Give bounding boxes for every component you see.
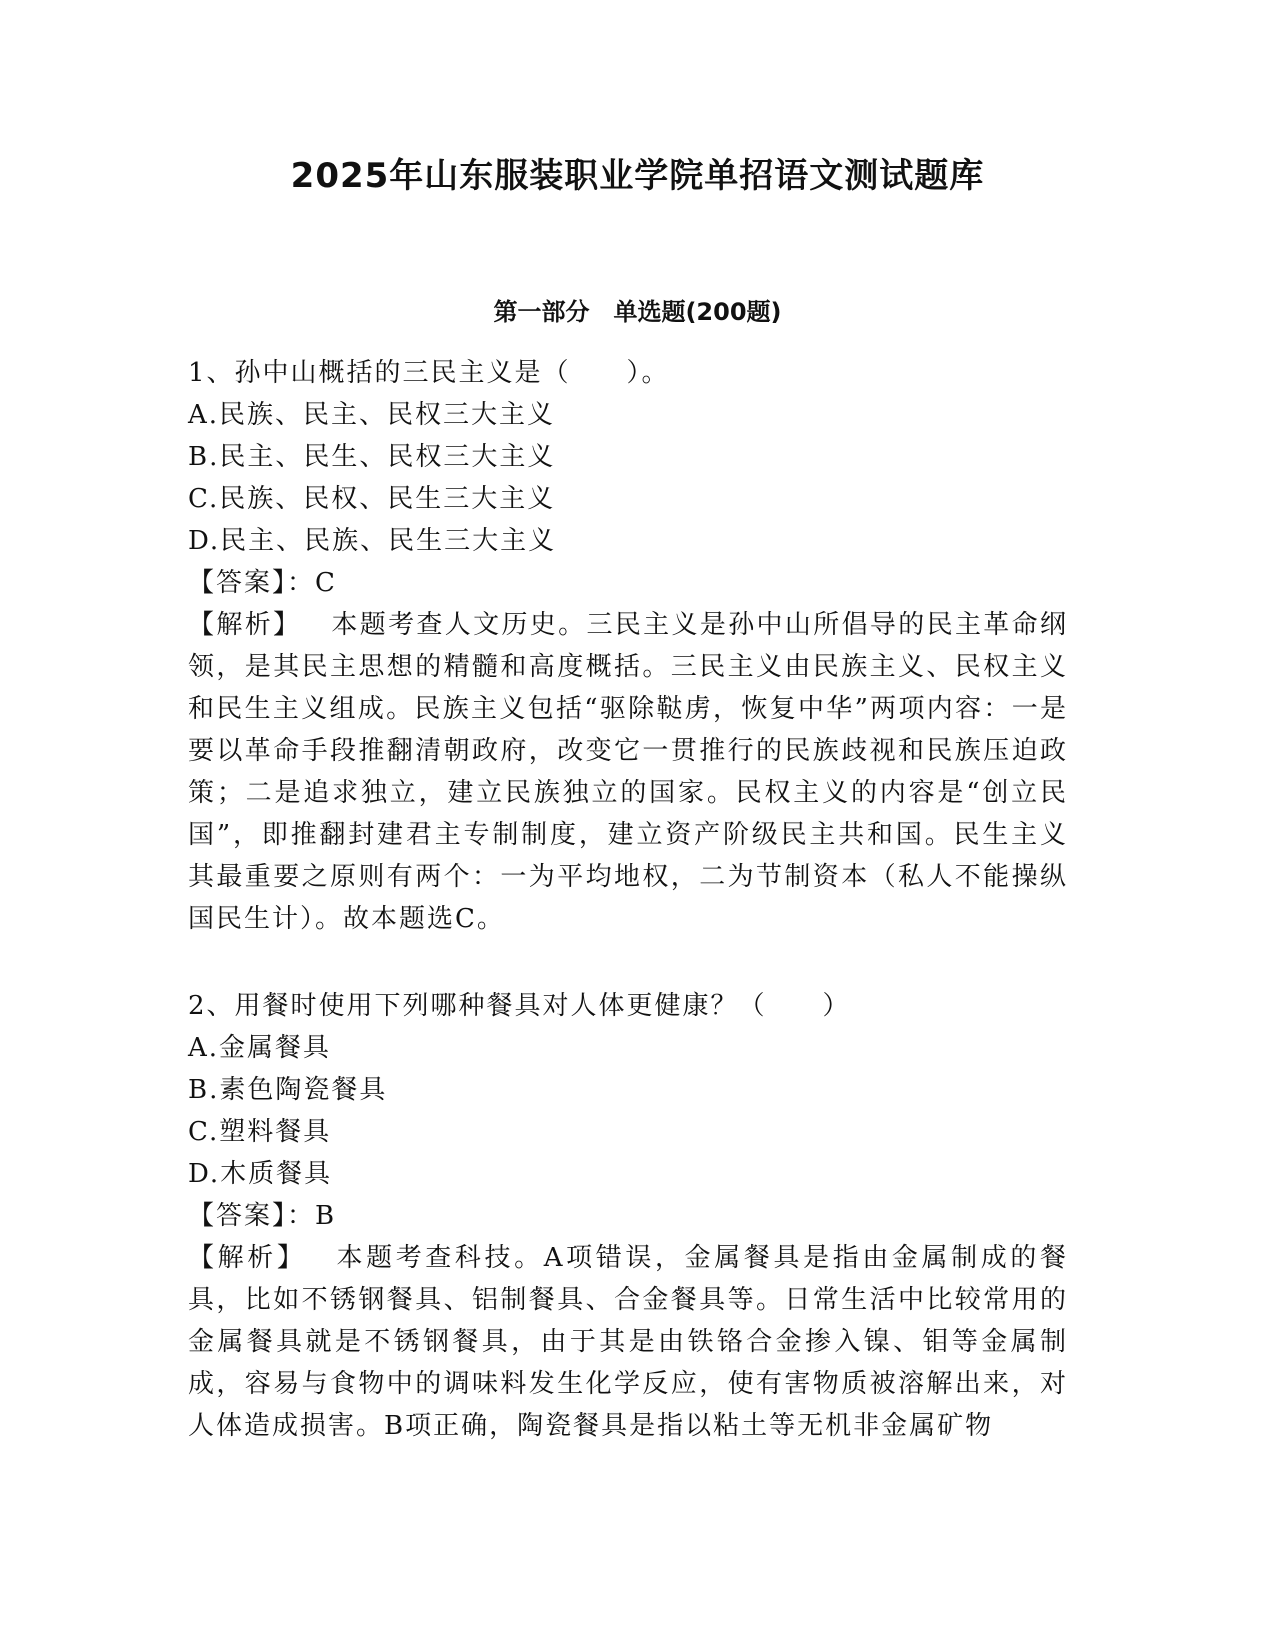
option-c: C.民族、民权、民生三大主义	[188, 484, 556, 514]
answer-line: 【答案】：B	[188, 1201, 337, 1231]
option-c: C.塑料餐具	[188, 1117, 332, 1147]
analysis-paragraph	[188, 1237, 1068, 1447]
section-title: 第一部分 单选题(200题)	[493, 298, 782, 326]
option-b: B.素色陶瓷餐具	[188, 1075, 388, 1105]
option-a: A.金属餐具	[188, 1033, 332, 1063]
option-d: D.民主、民族、民生三大主义	[188, 526, 557, 556]
question-stem: 1、孙中山概括的三民主义是（ ）。	[188, 358, 670, 388]
answer-line: 【答案】：C	[188, 568, 337, 598]
analysis-text: 本题考查科技。A项错误，金属餐具是指由金属制成的餐具，比如不锈钢餐具、铝制餐具、合金餐具等。日常生活中比较常用的金属餐具就是不锈钢餐具，由于其是由铁铬合金掺入镍、钼等金属制成，容易与食物中的调味料发生化学反应，使有害物质被溶解出来，对人体造成损害。B项正确，陶瓷餐具是指以粘土等无机非金属矿物	[188, 1243, 1068, 1441]
analysis-label: 【解析】	[188, 1243, 307, 1273]
analysis-paragraph	[188, 604, 1068, 940]
document-title: 2025年山东服装职业学院单招语文测试题库	[290, 156, 985, 196]
option-b: B.民主、民生、民权三大主义	[188, 442, 556, 472]
analysis-text: 本题考查人文历史。三民主义是孙中山所倡导的民主革命纲领，是其民主思想的精髓和高度概括。三民主义由民族主义、民权主义和民生主义组成。民族主义包括“驱除鞑虏，恢复中华”两项内容：一是要以革命手段推翻清朝政府，改变它一贯推行的民族歧视和民族压迫政策；二是追求独立，建立民族独立的国家。民权主义的内容是“创立民国”，即推翻封建君主专制制度，建立资产阶级民主共和国。民生主义其最重要之原则有两个：一为平均地权，二为节制资本（私人不能操纵国民生计）。故本题选C。	[188, 610, 1068, 934]
question-1	[188, 352, 1078, 940]
analysis-label: 【解析】	[188, 610, 302, 640]
option-d: D.木质餐具	[188, 1159, 333, 1189]
question-2	[188, 985, 1078, 1447]
question-stem: 2、用餐时使用下列哪种餐具对人体更健康？（ ）	[188, 991, 851, 1021]
option-a: A.民族、民主、民权三大主义	[188, 400, 556, 430]
